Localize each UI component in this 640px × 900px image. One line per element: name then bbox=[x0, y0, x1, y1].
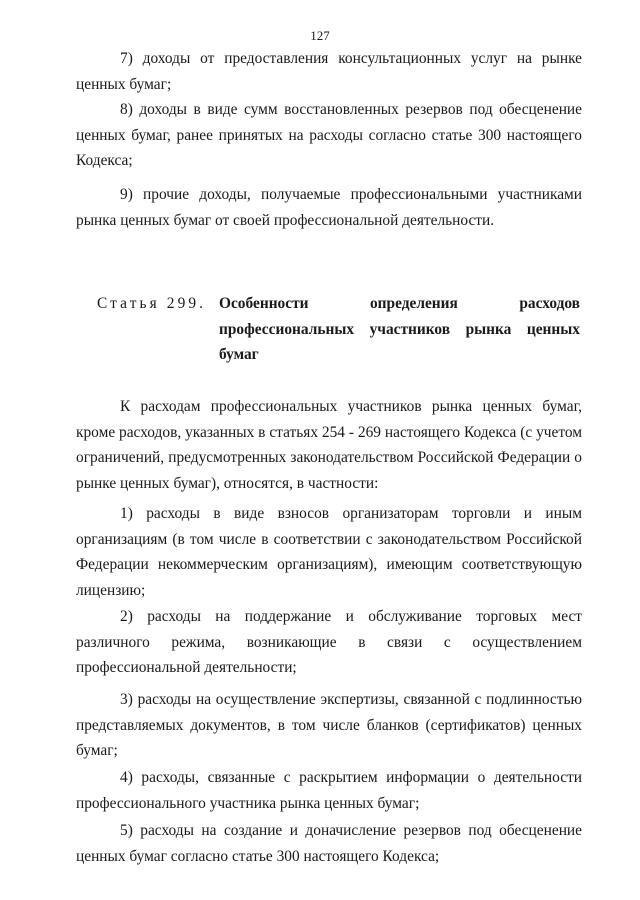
paragraph-expense-2: 2) расходы на поддержание и обслуживание торговых мест различного режима, возникающие в связи с осуществлением профессиональной деятельности; bbox=[76, 608, 582, 676]
page-number: 127 bbox=[310, 28, 330, 43]
paragraph-income-7: 7) доходы от предоставления консультационных услуг на рынке ценных бумаг; bbox=[76, 50, 582, 93]
paragraph-expense-4: 4) расходы, связанные с раскрытием информации о деятельности профессионального участника рынка ценных бумаг; bbox=[76, 769, 582, 812]
paragraph-expense-1: 1) расходы в виде взносов организаторам торговли и иным организациям (в том числе в соответствии с законодательством Российской Федерации некоммерческим организациям), имеющим соответствующую лицензию; bbox=[76, 505, 582, 599]
paragraph-income-8: 8) доходы в виде сумм восстановленных резервов под обесценение ценных бумаг, ранее принятых на расходы согласно статье 300 настоящего Кодекса; bbox=[76, 101, 582, 169]
paragraph-expense-5: 5) расходы на создание и доначисление резервов под обесценение ценных бумаг согласно статье 300 настоящего Кодекса; bbox=[76, 822, 582, 865]
paragraph-income-9: 9) прочие доходы, получаемые профессиональными участниками рынка ценных бумаг от своей профессиональной деятельности. bbox=[76, 186, 582, 229]
paragraph-expense-3: 3) расходы на осуществление экспертизы, связанной с подлинностью представляемых документов, в том числе бланков (сертификатов) ценных бумаг; bbox=[76, 691, 582, 759]
article-title: Особенности определения расходов профессиональных участников рынка ценных бумаг bbox=[219, 295, 580, 363]
paragraph-intro: К расходам профессиональных участников рынка ценных бумаг, кроме расходов, указанных в статьях 254 - 269 настоящего Кодекса (с учетом ограничений, предусмотренных законодательством Российской Федерации о рынке ценных бумаг), относятся, в частности: bbox=[76, 398, 582, 492]
article-number: Статья 299. bbox=[97, 295, 207, 312]
